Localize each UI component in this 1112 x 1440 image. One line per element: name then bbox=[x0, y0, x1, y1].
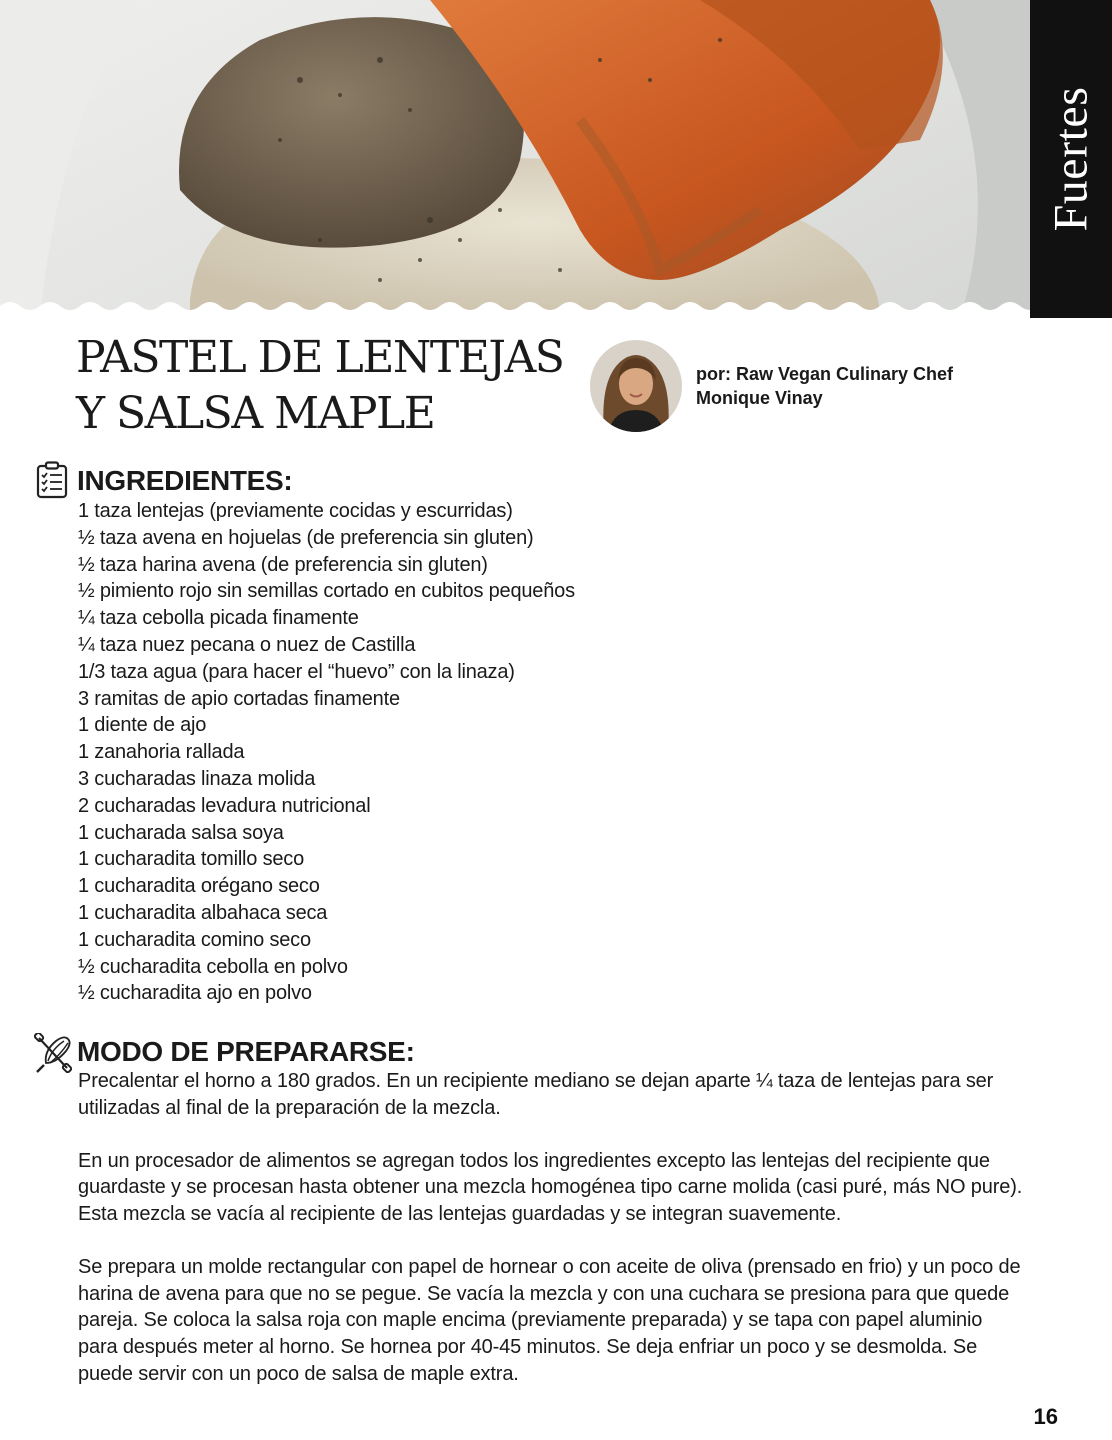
list-item: 1 cucharadita comino seco bbox=[78, 928, 311, 951]
recipe-title-line-1: PASTEL DE LENTEJAS bbox=[76, 332, 564, 383]
list-item: ¼ taza cebolla picada finamente bbox=[78, 607, 359, 630]
list-item: 1 cucharadita orégano seco bbox=[78, 875, 320, 898]
recipe-title bbox=[76, 330, 586, 442]
list-item: ½ pimiento rojo sin semillas cortado en cubitos pequeños bbox=[78, 580, 575, 603]
list-item: 1 cucharadita tomillo seco bbox=[78, 848, 305, 871]
method-paragraph: Precalentar el horno a 180 grados. En un recipiente mediano se dejan aparte ¼ taza de lentejas para ser utilizadas al final de la preparación de la mezcla. bbox=[78, 1070, 994, 1119]
method-paragraph: En un procesador de alimentos se agregan todos los ingredientes excepto las lentejas del recipiente que guardaste y se procesan hasta obtener una mezcla homogénea tipo carne molida (casi puré, más NO pure). Esta mezcla se vacía al recipiente de las lentejas guardadas y se integran suavemente. bbox=[78, 1149, 1023, 1225]
list-item: 1 diente de ajo bbox=[78, 714, 207, 737]
list-item: ½ cucharadita ajo en polvo bbox=[78, 982, 312, 1005]
list-item: 3 ramitas de apio cortadas finamente bbox=[78, 687, 400, 710]
author-credit-line-1: por: Raw Vegan Culinary Chef bbox=[696, 364, 954, 384]
list-item: 1 cucharada salsa soya bbox=[78, 821, 284, 844]
ingredients-heading: INGREDIENTES: bbox=[77, 465, 293, 496]
list-item: ¼ taza nuez pecana o nuez de Castilla bbox=[78, 633, 416, 656]
method-paragraph: Se prepara un molde rectangular con papel de hornear o con aceite de oliva (prensado en frio) y un poco de harina de avena para que no se pegue. Se vacía la mezcla y con una cuchara se presiona para que quede pareja. Se coloca la salsa roja con maple encima (previamente preparada) y se tapa con papel aluminio para después meter al horno. Se hornea por 40-45 minutos. Se deja enfriar un poco y se desmolda. Se puede servir con un poco de salsa de maple extra. bbox=[78, 1256, 1021, 1385]
section-tab bbox=[1030, 0, 1112, 318]
author-credit bbox=[696, 362, 1016, 410]
section-tab-label: Fuertes bbox=[1044, 86, 1098, 232]
list-item: ½ cucharadita cebolla en polvo bbox=[78, 955, 348, 978]
author-avatar bbox=[590, 340, 682, 432]
method-heading: MODO DE PREPARARSE: bbox=[77, 1036, 415, 1067]
list-item: 1/3 taza agua (para hacer el “huevo” con la linaza) bbox=[78, 660, 515, 683]
whisk-and-rolling-pin-icon bbox=[34, 1033, 70, 1073]
list-item: ½ taza avena en hojuelas (de preferencia sin gluten) bbox=[78, 526, 534, 549]
ingredients-list bbox=[78, 498, 575, 1007]
list-item: 1 cucharadita albahaca seca bbox=[78, 901, 328, 924]
list-item: 1 zanahoria rallada bbox=[78, 741, 245, 764]
page-number: 16 bbox=[1033, 1404, 1058, 1429]
list-item: 2 cucharadas levadura nutricional bbox=[78, 794, 371, 817]
author-credit-line-2: Monique Vinay bbox=[696, 388, 823, 408]
recipe-title-line-2: Y SALSA MAPLE bbox=[76, 388, 435, 439]
list-item: 3 cucharadas linaza molida bbox=[78, 767, 316, 790]
list-item: ½ taza harina avena (de preferencia sin gluten) bbox=[78, 553, 488, 576]
hero-food-photo bbox=[0, 0, 1030, 318]
clipboard-list-icon bbox=[36, 461, 72, 501]
list-item: 1 taza lentejas (previamente cocidas y escurridas) bbox=[78, 500, 513, 522]
method-body bbox=[78, 1068, 1023, 1414]
